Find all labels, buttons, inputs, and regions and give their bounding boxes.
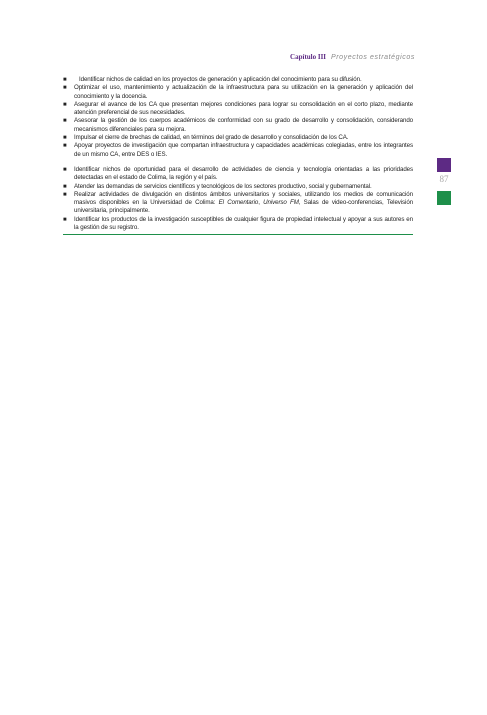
bullet-icon: ■ <box>63 143 67 150</box>
list-item-text: Apoyar proyectos de investigación que compartan infraestructura y capacidades académicas colegiadas, entre los integrantes de un mismo CA, entre DES o IES. <box>74 142 413 158</box>
strategy-list <box>63 76 413 232</box>
list-item-text: Asesorar la gestión de los cuerpos académicos de conformidad con su grado de desarrollo y consolidación, considerando mecanismos diferenciales para su mejora. <box>74 117 413 133</box>
green-tab-marker <box>437 191 451 205</box>
bullet-icon: ■ <box>63 166 67 173</box>
list-item <box>63 183 413 191</box>
list-item-text: Optimizar el uso, mantenimiento y actualización de la infraestructura para su utilización en la generación y aplicación del conocimiento y la docencia. <box>74 84 413 100</box>
bullet-icon: ■ <box>63 85 67 92</box>
list-item <box>63 142 413 159</box>
bullet-icon: ■ <box>63 118 67 125</box>
list-item-text: Asegurar el avance de los CA que presentan mejores condiciones para lograr su consolidación en el corto plazo, mediante atención preferencial de sus necesidades. <box>74 100 413 117</box>
bullet-icon: ■ <box>63 216 67 223</box>
section-divider <box>63 234 413 235</box>
list-item-text-separator: , <box>258 199 264 207</box>
bullet-icon: ■ <box>63 77 67 83</box>
bullet-icon: ■ <box>63 135 67 142</box>
list-item <box>63 216 413 233</box>
page-number: 87 <box>439 174 449 184</box>
list-item-text: Identificar los productos de la investigación susceptibles de cualquier figura de propiedad intelectual y apoyar a sus autores en la gestión de su registro. <box>74 215 413 232</box>
list-item-text-tail: , Salas de video-conferencias, Televisión universitaria, principalmente. <box>74 199 413 215</box>
list-item <box>63 101 413 118</box>
media-name-universo-fm: Universo FM <box>263 199 299 207</box>
bullet-icon: ■ <box>63 191 67 198</box>
bullet-icon: ■ <box>63 101 67 108</box>
list-item <box>63 84 413 101</box>
list-item-text: Impulsar el cierre de brechas de calidad, en términos del grado de desarrollo y consolidación de los CA. <box>74 134 349 142</box>
list-item <box>63 134 413 142</box>
list-item <box>63 117 413 134</box>
strategy-list-block <box>63 76 413 235</box>
chapter-subtitle: Proyectos estratégicos <box>330 54 415 61</box>
media-name-comentario: El Comentario <box>218 199 259 207</box>
bullet-icon: ■ <box>63 183 67 190</box>
chapter-label: Capítulo III <box>290 53 327 61</box>
list-item-text: Identificar nichos de oportunidad para el desarrollo de actividades de ciencia y tecnología orientadas a las prioridades detectadas en el estado de Colima, la región y el país. <box>74 165 413 182</box>
list-item-text: Identificar nichos de calidad en los proyectos de generación y aplicación del conocimiento para su difusión. <box>79 76 362 83</box>
list-item-text: Realizar actividades de divulgación en distintos ámbitos universitarios y sociales, utilizando los medios de comunicación masivos disponibles en la Universidad de Colima: <box>74 190 413 207</box>
running-header <box>290 53 415 61</box>
list-item <box>63 191 413 216</box>
purple-tab-marker <box>437 158 451 172</box>
list-item-text: Atender las demandas de servicios científicos y tecnológicos de los sectores productivo, social y gubernamental. <box>74 182 372 190</box>
list-item <box>63 76 413 84</box>
list-item <box>63 166 413 183</box>
